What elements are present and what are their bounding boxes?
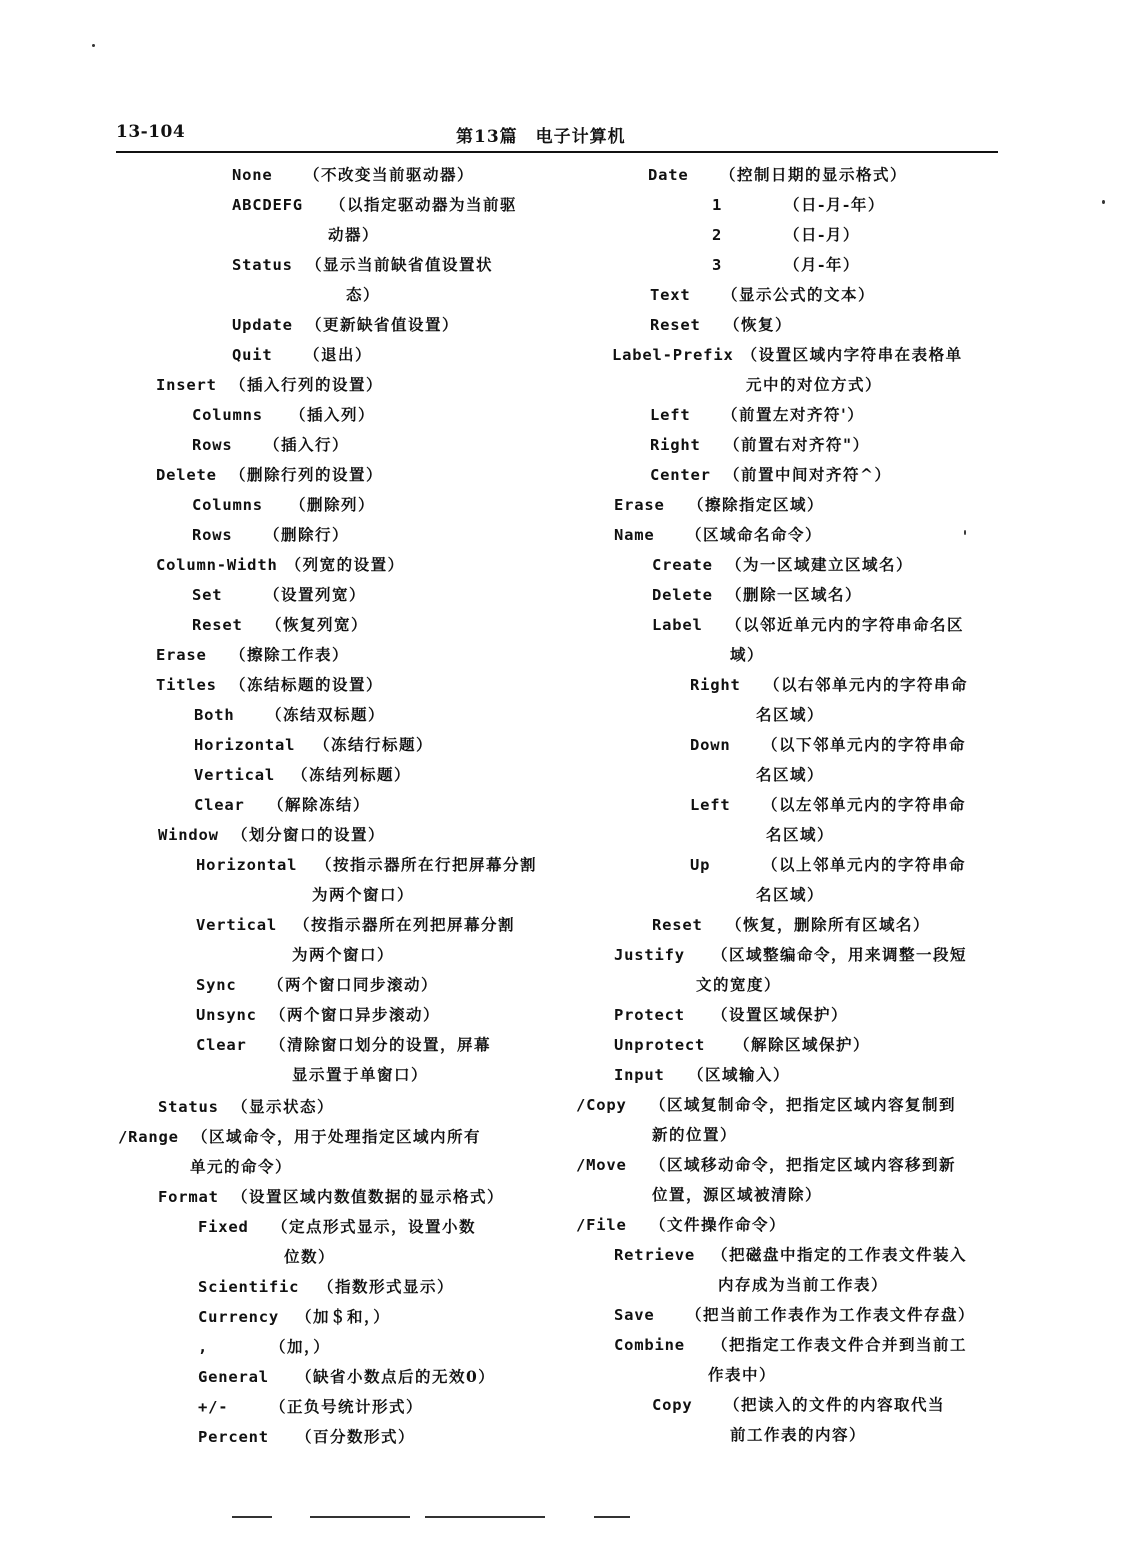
footer-mark xyxy=(425,1516,545,1518)
command-name: Retrieve xyxy=(614,1246,696,1264)
menu-entry-l3 xyxy=(232,250,493,280)
command-name: Unsync xyxy=(196,1006,257,1024)
menu-entry-r31 xyxy=(652,1390,945,1420)
command-name: Combine xyxy=(614,1336,685,1354)
menu-entry-l28 xyxy=(118,1122,481,1152)
description-continuation: 元中的对位方式） xyxy=(746,375,883,394)
command-description: （以右邻单元内的字符串命 xyxy=(764,675,969,694)
command-description: （区域移动命令，把指定区域内容移到新 xyxy=(650,1155,957,1174)
menu-entry-r15 xyxy=(652,610,964,640)
menu-entry-l18 xyxy=(194,730,433,760)
footer-mark xyxy=(310,1516,410,1518)
menu-entry-l7 xyxy=(192,400,375,430)
command-description: （两个窗口异步滚动） xyxy=(270,1005,441,1024)
command-name: Titles xyxy=(156,676,217,694)
menu-entry-r7 xyxy=(612,340,963,370)
menu-entry-r17 xyxy=(690,730,966,760)
description-continuation: 名区域） xyxy=(766,825,835,844)
command-description: （以指定驱动器为当前驱 xyxy=(330,195,518,214)
menu-entry-l23 xyxy=(196,910,515,940)
description-continuation: 单元的命令） xyxy=(190,1157,293,1176)
page-number: 13-104 xyxy=(116,122,186,142)
menu-entry-r2 xyxy=(712,190,885,220)
command-name: Clear xyxy=(196,1036,247,1054)
command-description: （解除冻结） xyxy=(268,795,371,814)
command-description: （月-年） xyxy=(784,255,860,274)
description-continuation: 为两个窗口） xyxy=(292,945,395,964)
command-name: Text xyxy=(650,286,691,304)
command-description: （以左邻单元内的字符串命 xyxy=(762,795,967,814)
command-description: （清除窗口划分的设置，屏幕 xyxy=(270,1035,492,1054)
command-name: Date xyxy=(648,166,689,184)
description-continuation: 名区域） xyxy=(756,885,825,904)
menu-entry-l14 xyxy=(192,610,368,640)
menu-entry-l2 xyxy=(232,190,517,220)
menu-entry-l32 xyxy=(198,1302,390,1332)
command-name: Erase xyxy=(614,496,665,514)
menu-entry-r4 xyxy=(712,250,860,280)
menu-entry-r18 xyxy=(690,790,966,820)
command-name: , xyxy=(198,1338,209,1356)
command-name: Set xyxy=(192,586,223,604)
description-continuation: 内存成为当前工作表） xyxy=(718,1275,889,1294)
command-name: 3 xyxy=(712,256,723,274)
command-description: （按指示器所在行把屏幕分割 xyxy=(316,855,538,874)
command-name: ABCDEFG xyxy=(232,196,303,214)
command-name: Rows xyxy=(192,436,233,454)
menu-entry-r24 xyxy=(614,1060,790,1090)
menu-entry-r21 xyxy=(614,940,967,970)
menu-entry-r13 xyxy=(652,550,913,580)
menu-entry-r27 xyxy=(576,1210,786,1240)
description-continuation: 名区域） xyxy=(756,705,825,724)
command-description: （区域复制命令，把指定区域内容复制到 xyxy=(650,1095,957,1114)
command-name: Right xyxy=(690,676,741,694)
command-name: Create xyxy=(652,556,713,574)
command-name: Up xyxy=(690,856,711,874)
command-description: （恢复） xyxy=(724,315,793,334)
menu-entry-l12 xyxy=(156,550,405,580)
command-description: （把磁盘中指定的工作表文件装入 xyxy=(712,1245,968,1264)
menu-entry-r23 xyxy=(614,1030,870,1060)
menu-entry-r8 xyxy=(650,400,864,430)
menu-entry-r11 xyxy=(614,490,824,520)
command-description: （冻结列标题） xyxy=(292,765,412,784)
menu-entry-l22 xyxy=(196,850,537,880)
menu-entry-l11 xyxy=(192,520,349,550)
menu-entry-r28 xyxy=(614,1240,967,1270)
command-description: （正负号统计形式） xyxy=(270,1397,424,1416)
command-description: （加，） xyxy=(270,1337,331,1356)
menu-entry-l33 xyxy=(198,1332,330,1362)
command-description: （以邻近单元内的字符串命名区 xyxy=(726,615,965,634)
menu-entry-l27 xyxy=(158,1092,334,1122)
command-name: Horizontal xyxy=(194,736,296,754)
menu-entry-r9 xyxy=(650,430,870,460)
command-name: Quit xyxy=(232,346,273,364)
command-name: Both xyxy=(194,706,235,724)
command-name: Label-Prefix xyxy=(612,346,734,364)
command-description: （前置右对齐符"） xyxy=(724,435,870,454)
command-description: （缺省小数点后的无效0） xyxy=(296,1367,496,1386)
command-description: （设置区域保护） xyxy=(712,1005,849,1024)
description-continuation: 为两个窗口） xyxy=(312,885,415,904)
command-name: Label xyxy=(652,616,703,634)
command-name: Reset xyxy=(650,316,701,334)
command-name: Rows xyxy=(192,526,233,544)
menu-entry-r25 xyxy=(576,1090,956,1120)
description-continuation: 域） xyxy=(730,645,765,664)
command-name: Delete xyxy=(156,466,217,484)
command-name: Save xyxy=(614,1306,655,1324)
command-name: None xyxy=(232,166,273,184)
command-description: （更新缺省值设置） xyxy=(306,315,460,334)
command-name: Update xyxy=(232,316,293,334)
menu-entry-r14 xyxy=(652,580,862,610)
command-description: （恢复，删除所有区域名） xyxy=(726,915,931,934)
page-header xyxy=(116,118,996,152)
description-continuation: 显示置于单窗口） xyxy=(292,1065,429,1084)
command-name: Unprotect xyxy=(614,1036,706,1054)
header-rule xyxy=(116,151,998,153)
command-description: （百分数形式） xyxy=(296,1427,416,1446)
command-description: （擦除工作表） xyxy=(230,645,350,664)
chapter-title: 第13篇 电子计算机 xyxy=(456,127,626,147)
command-name: Input xyxy=(614,1066,665,1084)
command-name: Columns xyxy=(192,406,263,424)
command-description: （定点形式显示，设置小数 xyxy=(272,1217,477,1236)
menu-entry-r5 xyxy=(650,280,875,310)
command-description: （删除行） xyxy=(264,525,350,544)
command-name: Justify xyxy=(614,946,685,964)
command-description: （插入列） xyxy=(290,405,376,424)
menu-entry-l31 xyxy=(198,1272,454,1302)
menu-entry-l13 xyxy=(192,580,366,610)
command-description: （划分窗口的设置） xyxy=(232,825,386,844)
command-description: （设置列宽） xyxy=(264,585,367,604)
menu-entry-l10 xyxy=(192,490,375,520)
menu-entry-l5 xyxy=(232,340,372,370)
command-description: （删除行列的设置） xyxy=(230,465,384,484)
command-name: Left xyxy=(690,796,731,814)
command-description: （不改变当前驱动器） xyxy=(304,165,475,184)
command-name: Down xyxy=(690,736,731,754)
menu-entry-r16 xyxy=(690,670,968,700)
menu-entry-l25 xyxy=(196,1000,440,1030)
command-name: 2 xyxy=(712,226,723,244)
description-continuation: 前工作表的内容） xyxy=(730,1425,867,1444)
menu-entry-l30 xyxy=(198,1212,476,1242)
command-name: Horizontal xyxy=(196,856,298,874)
menu-entry-l17 xyxy=(194,700,385,730)
command-name: Status xyxy=(158,1098,219,1116)
command-name: Center xyxy=(650,466,711,484)
menu-entry-l24 xyxy=(196,970,438,1000)
menu-entry-l36 xyxy=(198,1422,415,1452)
command-name: Reset xyxy=(652,916,703,934)
command-name: Insert xyxy=(156,376,217,394)
command-description: （插入行列的设置） xyxy=(230,375,384,394)
command-description: （指数形式显示） xyxy=(318,1277,455,1296)
footer-mark xyxy=(594,1516,630,1518)
description-continuation: 动器） xyxy=(328,225,380,244)
command-name: Erase xyxy=(156,646,207,664)
menu-entry-l20 xyxy=(194,790,370,820)
menu-entry-r29 xyxy=(614,1300,975,1330)
menu-entry-r12 xyxy=(614,520,822,550)
command-name: Sync xyxy=(196,976,237,994)
command-name: /Copy xyxy=(576,1096,627,1114)
command-description: （把当前工作表作为工作表文件存盘） xyxy=(686,1305,976,1324)
description-continuation: 位数） xyxy=(284,1247,336,1266)
command-name: Reset xyxy=(192,616,243,634)
command-description: （区域输入） xyxy=(688,1065,791,1084)
command-description: （以上邻单元内的字符串命 xyxy=(762,855,967,874)
menu-entry-r22 xyxy=(614,1000,848,1030)
command-name: 1 xyxy=(712,196,723,214)
command-description: （两个窗口同步滚动） xyxy=(268,975,439,994)
menu-entry-l8 xyxy=(192,430,349,460)
description-continuation: 态） xyxy=(346,285,381,304)
menu-entry-r10 xyxy=(650,460,892,490)
command-description: （冻结双标题） xyxy=(266,705,386,724)
command-description: （加＄和，） xyxy=(296,1307,391,1326)
command-name: Clear xyxy=(194,796,245,814)
command-description: （按指示器所在列把屏幕分割 xyxy=(294,915,516,934)
command-name: Protect xyxy=(614,1006,685,1024)
menu-entry-r20 xyxy=(652,910,930,940)
command-description: （区域命令，用于处理指定区域内所有 xyxy=(192,1127,482,1146)
menu-entry-r30 xyxy=(614,1330,967,1360)
menu-entry-l35 xyxy=(198,1392,423,1422)
command-description: （区域命名命令） xyxy=(686,525,823,544)
command-description: （显示当前缺省值设置状 xyxy=(306,255,494,274)
command-name: Percent xyxy=(198,1428,269,1446)
description-continuation: 新的位置） xyxy=(652,1125,738,1144)
command-name: Left xyxy=(650,406,691,424)
command-description: （冻结标题的设置） xyxy=(230,675,384,694)
command-name: Name xyxy=(614,526,655,544)
description-continuation: 作表中） xyxy=(708,1365,777,1384)
command-description: （设置区域内字符串在表格单 xyxy=(741,345,963,364)
description-continuation: 位置，源区域被清除） xyxy=(652,1185,823,1204)
menu-entry-r6 xyxy=(650,310,792,340)
command-name: Currency xyxy=(198,1308,280,1326)
command-name: General xyxy=(198,1368,269,1386)
command-description: （退出） xyxy=(304,345,373,364)
menu-entry-r3 xyxy=(712,220,860,250)
command-description: （删除列） xyxy=(290,495,376,514)
command-name: Column-Width xyxy=(156,556,278,574)
scan-speck xyxy=(1102,200,1105,204)
menu-entry-l21 xyxy=(158,820,385,850)
menu-entry-l29 xyxy=(158,1182,504,1212)
command-name: Status xyxy=(232,256,293,274)
command-name: /Move xyxy=(576,1156,627,1174)
description-continuation: 名区域） xyxy=(756,765,825,784)
command-name: Scientific xyxy=(198,1278,300,1296)
command-description: （文件操作命令） xyxy=(650,1215,787,1234)
command-name: Delete xyxy=(652,586,713,604)
menu-entry-l26 xyxy=(196,1030,491,1060)
menu-entry-r26 xyxy=(576,1150,956,1180)
command-name: +/- xyxy=(198,1398,229,1416)
command-description: （冻结行标题） xyxy=(314,735,434,754)
scan-speck xyxy=(964,530,966,535)
command-name: Vertical xyxy=(196,916,278,934)
description-continuation: 文的宽度） xyxy=(696,975,782,994)
command-name: Format xyxy=(158,1188,219,1206)
command-description: （擦除指定区域） xyxy=(688,495,825,514)
command-description: （控制日期的显示格式） xyxy=(720,165,908,184)
command-description: （列宽的设置） xyxy=(285,555,405,574)
command-name: Copy xyxy=(652,1396,693,1414)
command-description: （前置左对齐符'） xyxy=(722,405,865,424)
menu-entry-l9 xyxy=(156,460,383,490)
command-description: （删除一区域名） xyxy=(726,585,863,604)
command-description: （日-月-年） xyxy=(784,195,885,214)
command-description: （恢复列宽） xyxy=(266,615,369,634)
command-name: Fixed xyxy=(198,1218,249,1236)
command-description: （日-月） xyxy=(784,225,860,244)
command-description: （插入行） xyxy=(264,435,350,454)
menu-entry-l4 xyxy=(232,310,459,340)
menu-entry-l19 xyxy=(194,760,411,790)
menu-entry-l15 xyxy=(156,640,349,670)
command-description: （设置区域内数值数据的显示格式） xyxy=(232,1187,505,1206)
menu-entry-r19 xyxy=(690,850,966,880)
command-description: （显示状态） xyxy=(232,1097,335,1116)
scan-speck xyxy=(92,44,95,47)
command-description: （解除区域保护） xyxy=(734,1035,871,1054)
menu-entry-l16 xyxy=(156,670,383,700)
command-description: （把指定工作表文件合并到当前工 xyxy=(712,1335,968,1354)
command-description: （为一区域建立区域名） xyxy=(726,555,914,574)
menu-entry-r1 xyxy=(648,160,907,190)
command-description: （以下邻单元内的字符串命 xyxy=(762,735,967,754)
command-description: （前置中间对齐符^） xyxy=(724,465,892,484)
command-description: （显示公式的文本） xyxy=(722,285,876,304)
menu-entry-l6 xyxy=(156,370,383,400)
command-name: Vertical xyxy=(194,766,276,784)
command-name: Window xyxy=(158,826,219,844)
menu-entry-l1 xyxy=(232,160,474,190)
command-name: Columns xyxy=(192,496,263,514)
menu-entry-l34 xyxy=(198,1362,495,1392)
command-name: /File xyxy=(576,1216,627,1234)
command-name: Right xyxy=(650,436,701,454)
command-description: （区域整编命令，用来调整一段短 xyxy=(712,945,968,964)
command-name: /Range xyxy=(118,1128,179,1146)
footer-mark xyxy=(232,1516,272,1518)
command-description: （把读入的文件的内容取代当 xyxy=(724,1395,946,1414)
